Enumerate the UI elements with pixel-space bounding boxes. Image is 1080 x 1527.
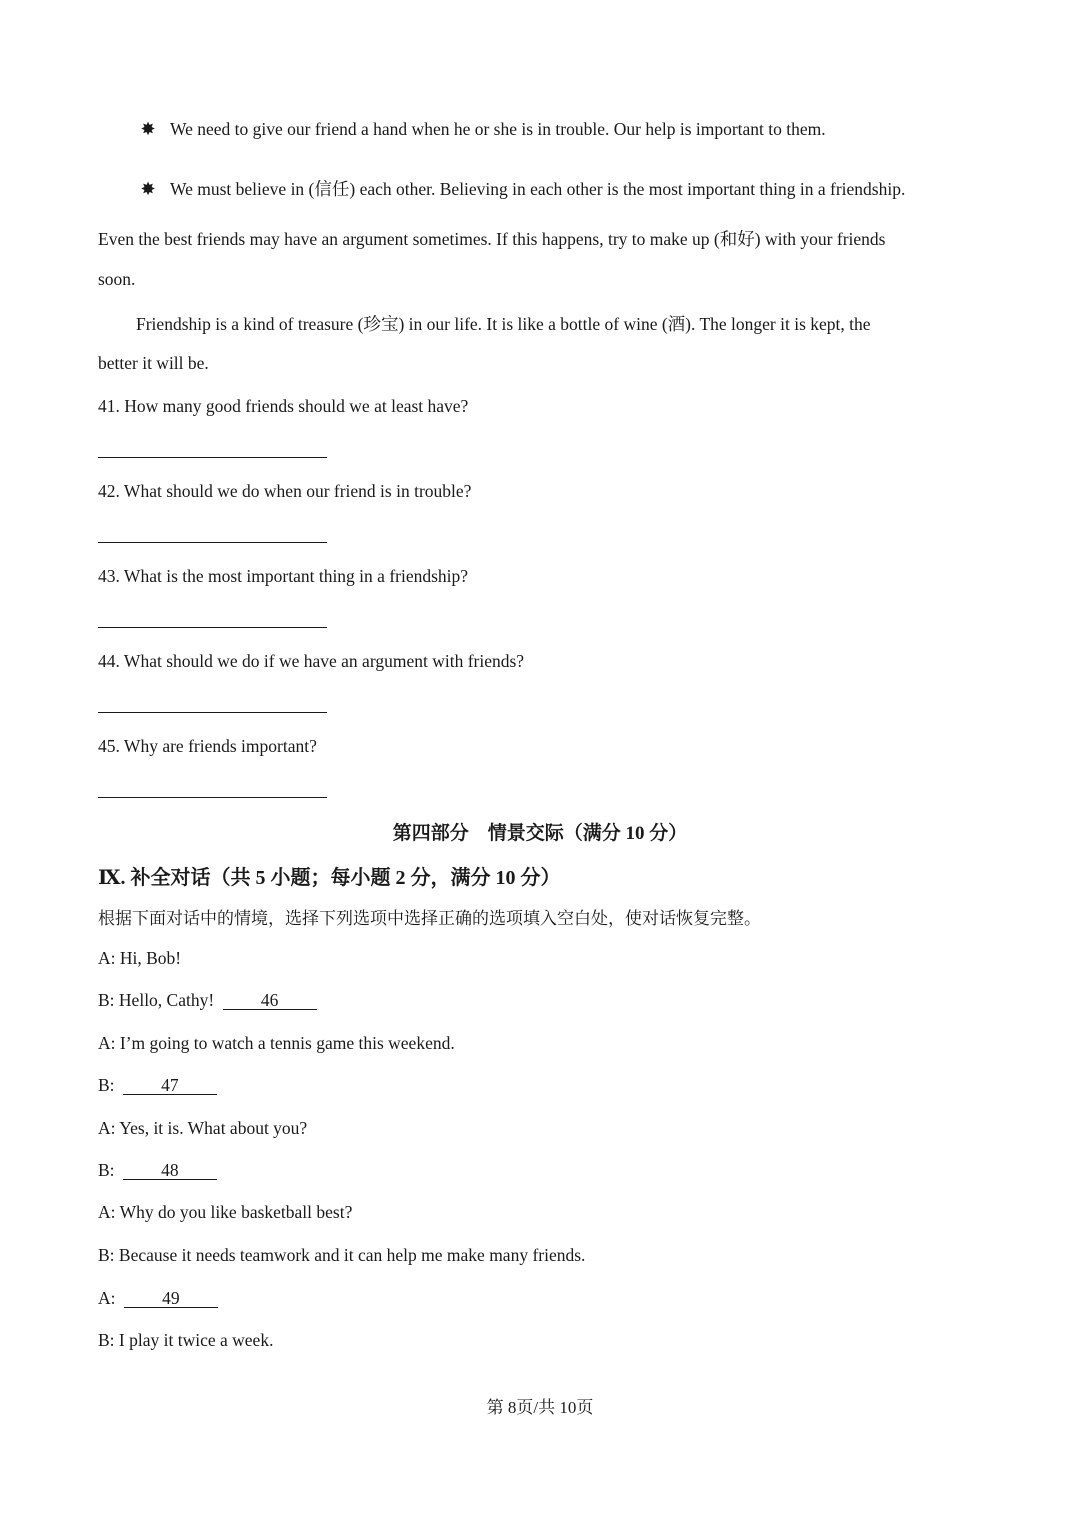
answer-line-43[interactable] [98, 627, 327, 628]
dialogue-line [98, 1118, 307, 1139]
star-bullet-icon: ✸ [140, 179, 156, 199]
speaker: A: [98, 1033, 116, 1053]
dialogue-line [98, 1160, 217, 1181]
speaker: B: [98, 1075, 115, 1095]
dialogue-text: Hello, Cathy! [118, 990, 215, 1010]
dialogue-text: Hi, Bob! [119, 948, 182, 968]
passage-bullet [138, 119, 826, 140]
dialogue-text: Yes, it is. What about you? [119, 1118, 308, 1138]
dialogue-line [98, 1330, 273, 1351]
answer-line-44[interactable] [98, 712, 327, 713]
dialogue-line [98, 1288, 218, 1309]
part-title: 第四部分 情景交际（满分 10 分） [392, 823, 688, 844]
bullet-text: We must believe in (信任) each other. Believing in each other is the most important thing in a friendship. [170, 179, 906, 199]
paragraph-line: Even the best friends may have an argument sometimes. If this happens, try to make up (和好) with your friends [98, 229, 886, 249]
speaker: B: [98, 1160, 115, 1180]
blank-47[interactable]: 47 [123, 1076, 217, 1095]
section-subtitle: Ⅸ. 补全对话（共 5 小题；每小题 2 分，满分 10 分） [98, 867, 561, 889]
blank-48[interactable]: 48 [123, 1161, 217, 1180]
dialogue-line [98, 1033, 455, 1054]
speaker: A: [98, 948, 116, 968]
speaker: A: [98, 1202, 116, 1222]
speaker: B: [98, 1330, 115, 1350]
dialogue-text: I’m going to watch a tennis game this weekend. [119, 1033, 455, 1053]
paragraph-line: soon. [98, 269, 136, 289]
dialogue-text: Because it needs teamwork and it can help me make many friends. [118, 1245, 586, 1265]
answer-line-45[interactable] [98, 797, 327, 798]
dialogue-line [98, 948, 181, 969]
passage-bullet [138, 176, 905, 201]
dialogue-line [98, 1202, 352, 1223]
question-44: 44. What should we do if we have an argument with friends? [98, 651, 525, 671]
speaker: B: [98, 1245, 115, 1265]
paragraph-line: better it will be. [98, 353, 209, 373]
star-bullet-icon: ✸ [140, 119, 156, 139]
answer-line-41[interactable] [98, 457, 327, 458]
dialogue-line [98, 1075, 217, 1096]
speaker: B: [98, 990, 115, 1010]
blank-46[interactable]: 46 [223, 991, 317, 1010]
section-instruction: 根据下面对话中的情境，选择下列选项中选择正确的选项填入空白处，使对话恢复完整。 [98, 909, 761, 928]
question-41: 41. How many good friends should we at least have? [98, 396, 469, 416]
answer-line-42[interactable] [98, 542, 327, 543]
dialogue-text: Why do you like basketball best? [119, 1202, 353, 1222]
blank-49[interactable]: 49 [124, 1289, 218, 1308]
paragraph-line: Friendship is a kind of treasure (珍宝) in our life. It is like a bottle of wine (酒). The longer it is kept, the [136, 314, 871, 334]
dialogue-line [98, 990, 317, 1011]
question-42: 42. What should we do when our friend is in trouble? [98, 481, 472, 501]
bullet-text: We need to give our friend a hand when he or she is in trouble. Our help is important to them. [170, 119, 826, 139]
page-number: 第 8页/共 10页 [486, 1398, 594, 1417]
speaker: A: [98, 1118, 116, 1138]
dialogue-line [98, 1245, 585, 1266]
dialogue-text: I play it twice a week. [118, 1330, 274, 1350]
question-45: 45. Why are friends important? [98, 736, 317, 756]
speaker: A: [98, 1288, 116, 1308]
question-43: 43. What is the most important thing in a friendship? [98, 566, 469, 586]
